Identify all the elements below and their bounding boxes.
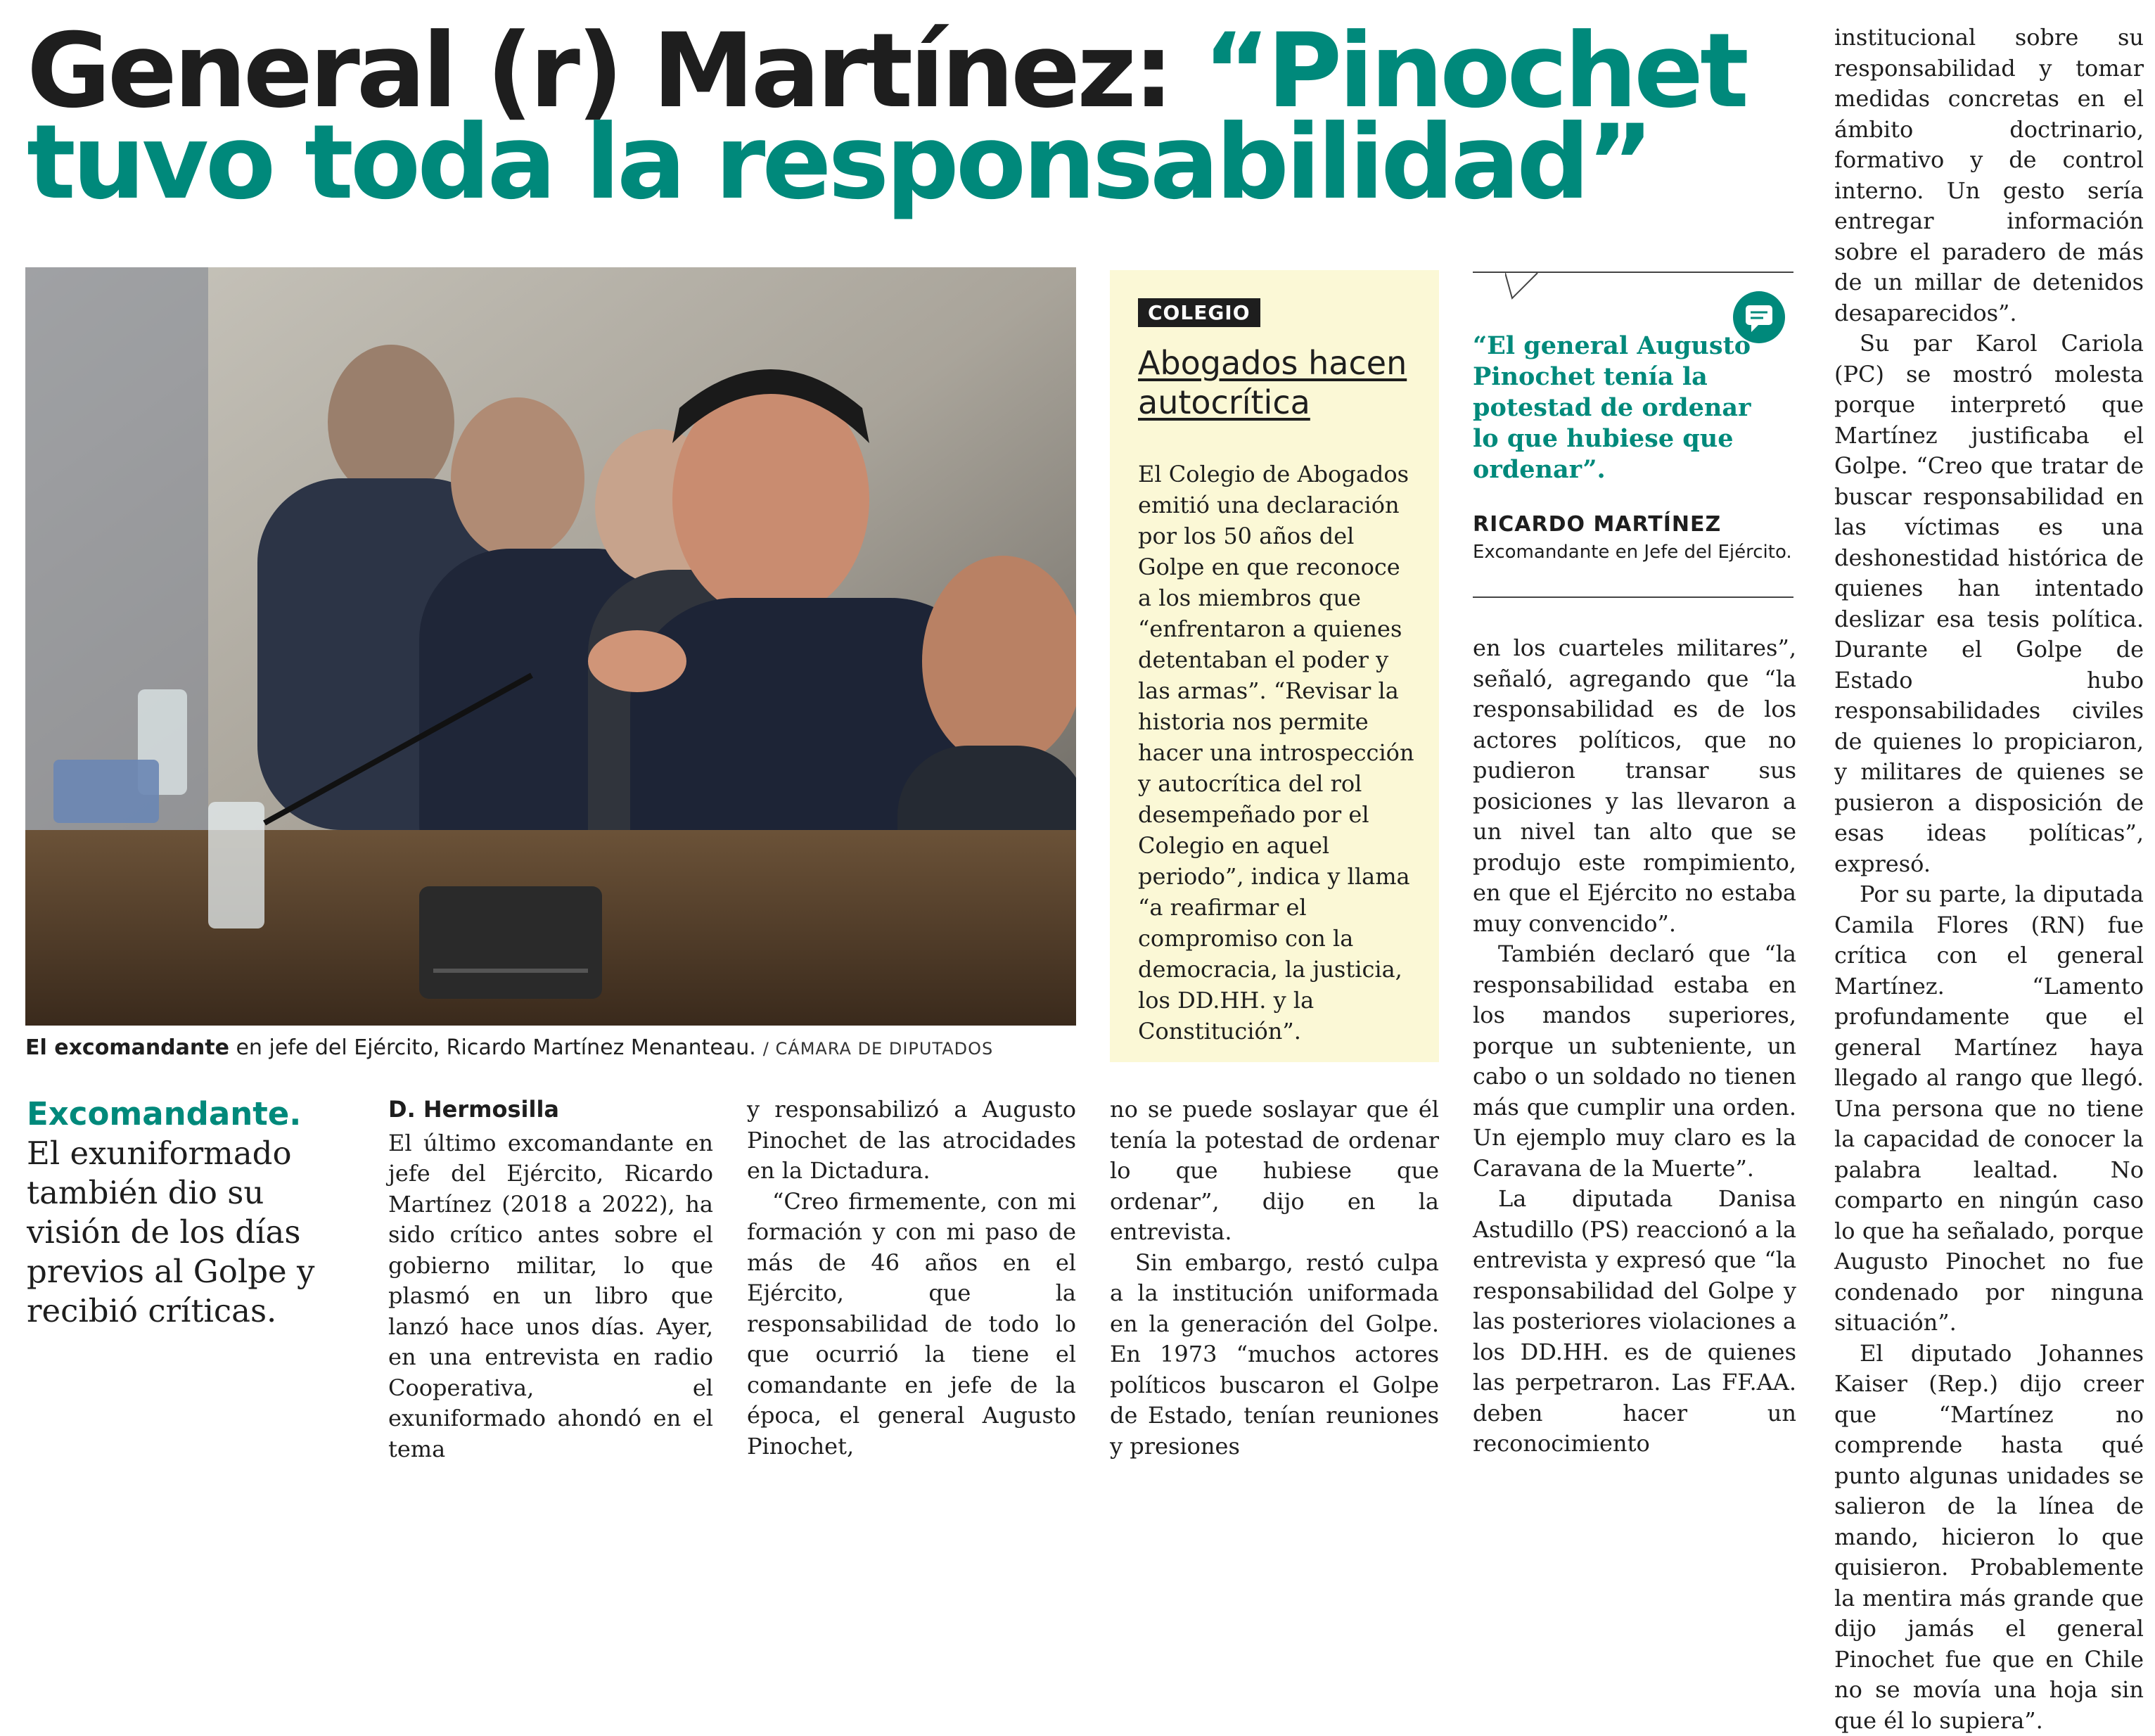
pull-quote-author: RICARDO MARTÍNEZ xyxy=(1473,512,1796,537)
article-paragraph: La diputada Danisa Astudillo (PS) reaccionó a la entrevista y expresó que “la responsabilidad del Golpe y las posteriores violaciones a los DD.HH. es de quienes las perpetraron. Las FF.AA. deben hacer un reconocimiento xyxy=(1473,1184,1796,1460)
photo-credit: / CÁMARA DE DIPUTADOS xyxy=(763,1039,993,1059)
article-column-2 xyxy=(747,1094,1076,1462)
article-paragraph: También declaró que “la responsabilidad estaba en los mandos superiores, porque un subteniente, un cabo o un soldado no tienen más que cumplir una orden. Un ejemplo muy claro es la Caravana de la Muerte”. xyxy=(1473,939,1796,1184)
lead-label: Excomandante. xyxy=(27,1095,301,1132)
headline-quote-start: “Pinochet xyxy=(1203,11,1746,131)
article-column-3 xyxy=(1110,1094,1439,1462)
lead-text: El exuniformado también dio su visión de los días previos al Golpe y recibió críticas. xyxy=(27,1135,314,1329)
pull-quote-role: Excomandante en Jefe del Ejército. xyxy=(1473,542,1796,563)
sidebar-title: Abogados hacen autocrítica xyxy=(1138,343,1419,422)
article-lead xyxy=(27,1094,329,1331)
article-photo xyxy=(25,267,1076,1026)
headline-lead: General (r) Martínez: xyxy=(27,11,1203,131)
article-paragraph: El último excomandante en jefe del Ejército, Ricardo Martínez (2018 a 2022), ha sido crítico antes sobre el gobierno militar, lo que plasmó en un libro que lanzó hace unos días. Ayer, en una entrevista en radio Cooperativa, el exuniformado ahondó en el tema xyxy=(388,1128,713,1465)
article-paragraph: no se puede soslayar que él tenía la potestad de ordenar lo que hubiese que ordenar”, dijo en la entrevista. xyxy=(1110,1094,1439,1248)
article-paragraph: institucional sobre su responsabilidad y tomar medidas concretas en el ámbito doctrinario, formativo y de control interno. Un gesto sería entregar información sobre el paradero de más de un millar de detenidos desaparecidos”. xyxy=(1834,23,2144,328)
article-paragraph: Sin embargo, restó culpa a la institución uniformada en la generación del Golpe. En 1973 “muchos actores políticos buscaron el Golpe de Estado, tenían reuniones y presiones xyxy=(1110,1248,1439,1462)
headline-line-2: tuvo toda la responsabilidad” xyxy=(27,111,1651,214)
article-paragraph: y responsabilizó a Augusto Pinochet de las atrocidades en la Dictadura. xyxy=(747,1094,1076,1187)
article-column-1 xyxy=(388,1094,713,1464)
caption-text: en jefe del Ejército, Ricardo Martínez Menanteau. xyxy=(229,1035,756,1060)
sidebar-tag: COLEGIO xyxy=(1138,298,1260,327)
article-paragraph: Su par Karol Cariola (PC) se mostró molesta porque interpretó que Martínez justificaba el Golpe. “Creo que tratar de buscar responsabilidad en las víctimas es una deshonestidad histórica de quienes han intentado deslizar esa tesis política. Durante el Golpe de Estado hubo responsabilidades civiles de quienes lo propiciaron, y militares de quienes se pusieron a disposición de esas ideas políticas”, expresó. xyxy=(1834,328,2144,879)
article-paragraph: en los cuarteles militares”, señaló, agregando que “la responsabilidad es de los actores políticos, que no pudieron transar sus posiciones y las llevaron a un nivel tan alto que se produjo este rompimiento, en que el Ejército no estaba muy convencido”. xyxy=(1473,633,1796,939)
caption-strong: El excomandante xyxy=(25,1035,229,1060)
byline: D. Hermosilla xyxy=(388,1094,713,1125)
article-paragraph: “Creo firmemente, con mi formación y con mi paso de más de 46 años en el Ejército, que la responsabilidad de todo lo que ocurrió la tiene el comandante en jefe de la época, el general Augusto Pinochet, xyxy=(747,1187,1076,1462)
quote-bottom-rule xyxy=(1473,596,1793,598)
article-column-5 xyxy=(1834,23,2144,1736)
pull-quote-text: “El general Augusto Pinochet tenía la potestad de ordenar lo que hubiese que ordenar”. xyxy=(1473,331,1754,485)
quote-notch xyxy=(1505,273,1561,301)
photo-caption xyxy=(25,1035,1076,1060)
article-paragraph: Por su parte, la diputada Camila Flores (RN) fue crítica con el general Martínez. “Lamento profundamente que el general Martínez haya llegado al rango que llegó. Una persona que no tiene la capacidad de conocer la palabra lealtad. No comparto en ningún caso lo que ha señalado, porque Augusto Pinochet no fue condenado por ninguna situación”. xyxy=(1834,879,2144,1339)
sidebar-body: El Colegio de Abogados emitió una declaración por los 50 años del Golpe en que reconoce a los miembros que “enfrentaron a quienes detentaban el poder y las armas”. “Revisar la historia nos permite hacer una introspección y autocrítica del rol desempeñado por el Colegio en aquel periodo”, indica y llama “a reafirmar el compromiso con la democracia, la justicia, los DD.HH. y la Constitución”. xyxy=(1138,459,1417,1047)
article-paragraph: El diputado Johannes Kaiser (Rep.) dijo creer que “Martínez no comprende hasta qué punto algunas unidades se salieron de la línea de mando, hicieron lo que quisieron. Probablemente la mentira más grande que dijo jamás el general Pinochet fue que en Chile no se movía una hoja sin que él lo supiera”. xyxy=(1834,1339,2144,1736)
photo-illustration xyxy=(25,267,1076,1026)
sidebar-box xyxy=(1110,270,1439,1062)
article-column-4 xyxy=(1473,633,1796,1460)
